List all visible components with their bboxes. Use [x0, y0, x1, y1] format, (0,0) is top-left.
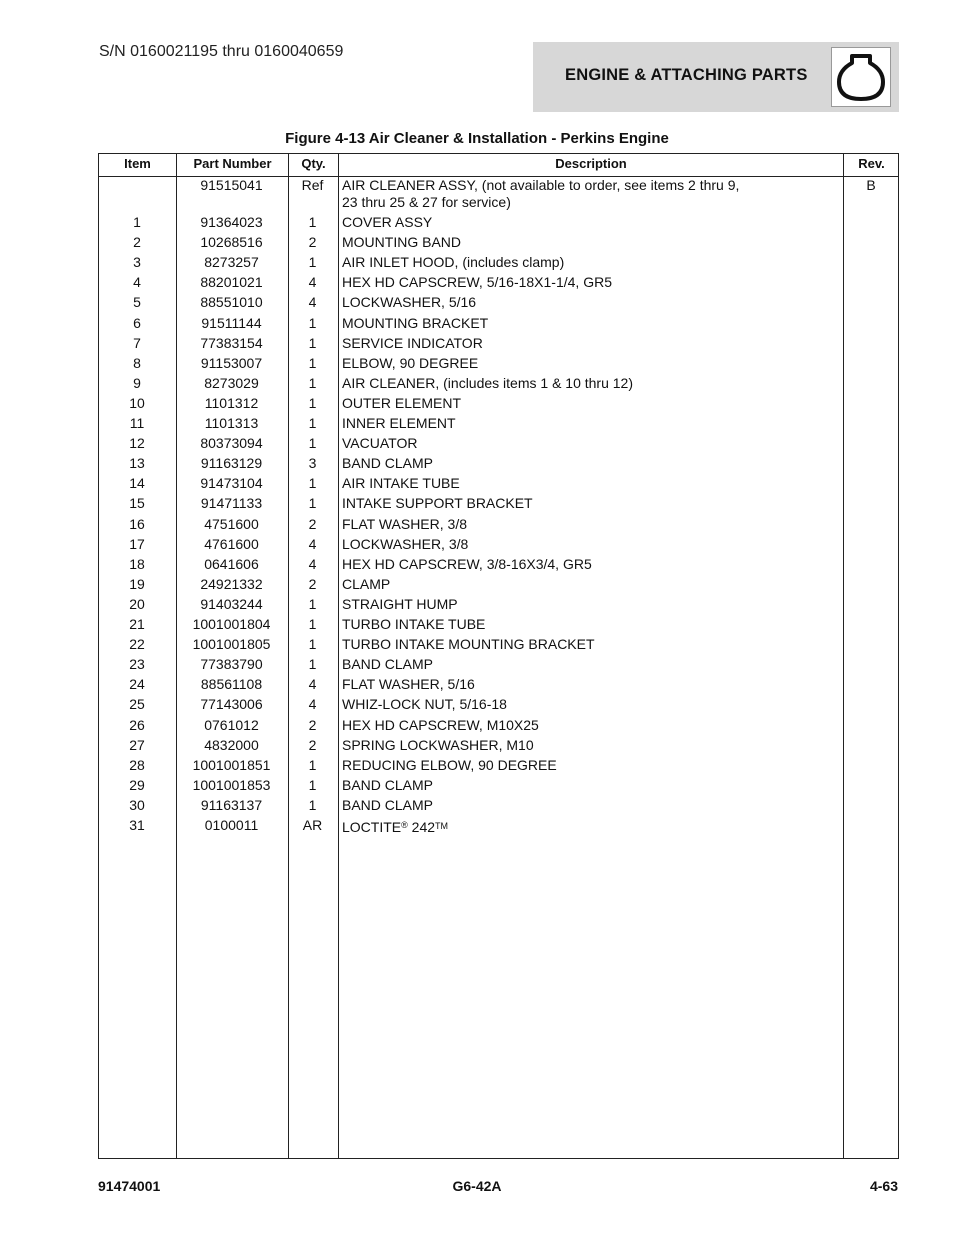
description-cell: AIR CLEANER, (includes items 1 & 10 thru 12)	[342, 374, 634, 391]
item-cell: 30	[129, 796, 145, 813]
qty-cell: AR	[302, 817, 323, 833]
description-cell	[342, 817, 837, 836]
column-divider	[843, 154, 844, 1158]
column-header-item: Item	[124, 156, 151, 171]
item-cell: 10	[129, 394, 145, 411]
part-number-cell: 77143006	[200, 696, 263, 713]
description-cell: BAND CLAMP	[342, 796, 434, 813]
item-cell: 5	[133, 294, 141, 311]
description-cell: LOCKWASHER, 3/8	[342, 535, 469, 552]
description-cell: HEX HD CAPSCREW, M10X25	[342, 716, 539, 733]
part-number-cell: 1001001804	[192, 616, 271, 632]
column-header-rev: Rev.	[858, 156, 885, 171]
part-number-cell: 91511144	[201, 314, 262, 331]
description-cell: ELBOW, 90 DEGREE	[342, 354, 479, 371]
item-cell: 14	[129, 475, 145, 492]
part-number-cell: 8273029	[204, 374, 259, 391]
part-number-cell: 24921332	[200, 575, 263, 592]
qty-cell: 1	[308, 214, 317, 230]
qty-cell: 1	[308, 636, 317, 653]
qty-cell: 4	[308, 294, 317, 311]
part-number-cell: 91473104	[200, 475, 263, 492]
section-header-tab	[533, 42, 899, 112]
description-cell: INTAKE SUPPORT BRACKET	[342, 495, 533, 512]
item-cell: 3	[133, 254, 141, 271]
part-number-cell: 77383154	[200, 334, 263, 351]
description-cell: AIR INLET HOOD, (includes clamp)	[342, 254, 565, 271]
item-cell: 12	[129, 435, 145, 452]
qty-cell: 2	[308, 575, 317, 592]
description-cell: HEX HD CAPSCREW, 3/8-16X3/4, GR5	[342, 555, 592, 572]
footer-model: G6-42A	[452, 1178, 502, 1194]
qty-cell: 1	[308, 334, 317, 351]
part-number-cell: 1001001805	[192, 636, 271, 653]
description-cell: MOUNTING BAND	[342, 234, 461, 251]
description-cell: INNER ELEMENT	[342, 415, 456, 431]
description-cell: MOUNTING BRACKET	[342, 314, 489, 331]
description-cell: BAND CLAMP	[342, 656, 434, 673]
item-cell: 26	[129, 716, 145, 733]
description-cell: TURBO INTAKE MOUNTING BRACKET	[342, 636, 595, 653]
part-number-cell: 0761012	[204, 716, 259, 733]
qty-cell: 1	[308, 254, 317, 271]
description-text: LOCTITE	[342, 819, 402, 835]
qty-cell: 1	[308, 435, 317, 452]
part-number-cell: 91471133	[200, 495, 263, 512]
item-cell: 4	[133, 274, 141, 291]
description-cell: LOCKWASHER, 5/16	[342, 294, 477, 311]
description-cell: BAND CLAMP	[342, 455, 434, 472]
qty-cell: 1	[308, 394, 317, 411]
parts-table	[98, 153, 899, 1159]
qty-cell: 1	[308, 475, 317, 492]
part-number-cell: 4761600	[204, 535, 259, 552]
section-title: ENGINE & ATTACHING PARTS	[565, 66, 808, 84]
qty-cell: 4	[308, 676, 317, 693]
qty-cell: 1	[308, 756, 317, 773]
qty-cell: 1	[308, 495, 317, 512]
description-cell: WHIZ-LOCK NUT, 5/16-18	[342, 696, 507, 713]
description-cell: OUTER ELEMENT	[342, 394, 462, 411]
qty-cell: 2	[308, 234, 317, 251]
qty-cell: 1	[308, 314, 317, 331]
item-cell: 9	[133, 374, 141, 391]
part-number-cell: 4832000	[204, 736, 259, 753]
qty-cell: 1	[308, 776, 317, 793]
qty-cell: Ref	[301, 177, 324, 193]
item-cell: 7	[133, 334, 141, 351]
qty-cell: 4	[308, 274, 317, 291]
description-cell: BAND CLAMP	[342, 776, 434, 793]
serial-range: S/N 0160021195 thru 0160040659	[99, 43, 344, 60]
description-number: 242	[407, 819, 436, 835]
item-cell: 16	[129, 515, 145, 532]
qty-cell: 1	[308, 354, 317, 371]
trademark-mark: TM	[435, 821, 449, 831]
part-number-cell: 80373094	[200, 435, 263, 452]
qty-cell: 1	[308, 374, 317, 391]
registered-mark: ®	[401, 820, 408, 830]
footer-part-number: 91474001	[98, 1178, 161, 1194]
part-number-cell: 91153007	[200, 354, 263, 371]
part-number-cell: 91515041	[200, 177, 263, 193]
item-cell: 13	[129, 455, 145, 472]
part-number-cell: 4751600	[204, 515, 259, 532]
description-cell: COVER ASSY	[342, 214, 433, 230]
part-number-cell: 1001001853	[192, 776, 271, 793]
item-cell: 28	[129, 756, 145, 773]
qty-cell: 2	[308, 716, 317, 733]
item-cell: 8	[133, 354, 141, 371]
description-cell: AIR CLEANER ASSY, (not available to order, see items 2 thru 9, 23 thru 25 & 27 for service)	[342, 177, 740, 210]
qty-cell: 4	[308, 535, 317, 552]
description-cell: SERVICE INDICATOR	[342, 334, 483, 351]
column-header-qty: Qty.	[301, 156, 326, 171]
part-number-cell: 88201021	[200, 274, 263, 291]
description-cell: AIR INTAKE TUBE	[342, 475, 460, 492]
item-cell: 24	[129, 676, 145, 693]
qty-cell: 2	[308, 515, 317, 532]
footer-page-number: 4-63	[869, 1178, 898, 1194]
part-number-cell: 91403244	[200, 595, 263, 612]
description-cell: CLAMP	[342, 575, 391, 592]
part-number-cell: 91163137	[200, 796, 263, 813]
qty-cell: 3	[308, 455, 317, 472]
item-cell: 22	[129, 636, 145, 653]
description-cell: HEX HD CAPSCREW, 5/16-18X1-1/4, GR5	[342, 274, 612, 291]
part-number-cell: 88551010	[200, 294, 263, 311]
part-number-cell: 91163129	[200, 455, 263, 472]
item-cell: 2	[133, 234, 141, 251]
part-number-cell: 8273257	[204, 254, 259, 271]
qty-cell: 1	[308, 656, 317, 673]
qty-cell: 4	[308, 555, 317, 572]
item-cell: 29	[129, 776, 145, 793]
part-number-cell: 1101312	[204, 394, 259, 411]
description-cell: SPRING LOCKWASHER, M10	[342, 736, 534, 753]
item-cell: 15	[129, 495, 145, 512]
qty-cell: 2	[308, 736, 317, 753]
column-header-description: Description	[555, 156, 627, 171]
part-number-cell: 1101313	[204, 415, 259, 431]
part-number-cell: 77383790	[200, 656, 263, 673]
description-cell: STRAIGHT HUMP	[342, 595, 458, 612]
item-cell: 19	[129, 575, 145, 592]
qty-cell: 4	[308, 696, 317, 713]
description-cell: VACUATOR	[342, 435, 418, 452]
item-cell: 1	[133, 214, 141, 230]
description-cell: FLAT WASHER, 3/8	[342, 515, 467, 532]
item-cell: 21	[129, 616, 145, 632]
column-header-part-number: Part Number	[193, 156, 272, 171]
figure-title: Figure 4-13 Air Cleaner & Installation - Perkins Engine	[285, 130, 669, 147]
description-cell: FLAT WASHER, 5/16	[342, 676, 475, 693]
column-divider	[338, 154, 339, 1158]
part-number-cell: 88561108	[200, 676, 263, 693]
item-cell: 11	[129, 415, 145, 431]
item-cell: 23	[129, 656, 145, 673]
item-cell: 6	[133, 314, 141, 331]
description-cell: REDUCING ELBOW, 90 DEGREE	[342, 756, 557, 773]
item-cell: 18	[129, 555, 145, 572]
item-cell: 25	[129, 696, 145, 713]
part-number-cell: 91364023	[200, 214, 263, 230]
part-number-cell: 1001001851	[192, 756, 271, 773]
qty-cell: 1	[308, 415, 317, 431]
rev-cell: B	[866, 177, 876, 193]
item-cell: 17	[129, 535, 145, 552]
description-cell: TURBO INTAKE TUBE	[342, 616, 486, 632]
qty-cell: 1	[308, 616, 317, 632]
qty-cell: 1	[308, 796, 317, 813]
engine-outline-icon	[831, 47, 891, 107]
part-number-cell: 10268516	[200, 234, 263, 251]
item-cell: 31	[129, 817, 145, 833]
qty-cell: 1	[308, 595, 317, 612]
item-cell: 20	[129, 595, 145, 612]
part-number-cell: 0100011	[204, 817, 259, 833]
part-number-cell: 0641606	[204, 555, 259, 572]
item-cell: 27	[129, 736, 145, 753]
